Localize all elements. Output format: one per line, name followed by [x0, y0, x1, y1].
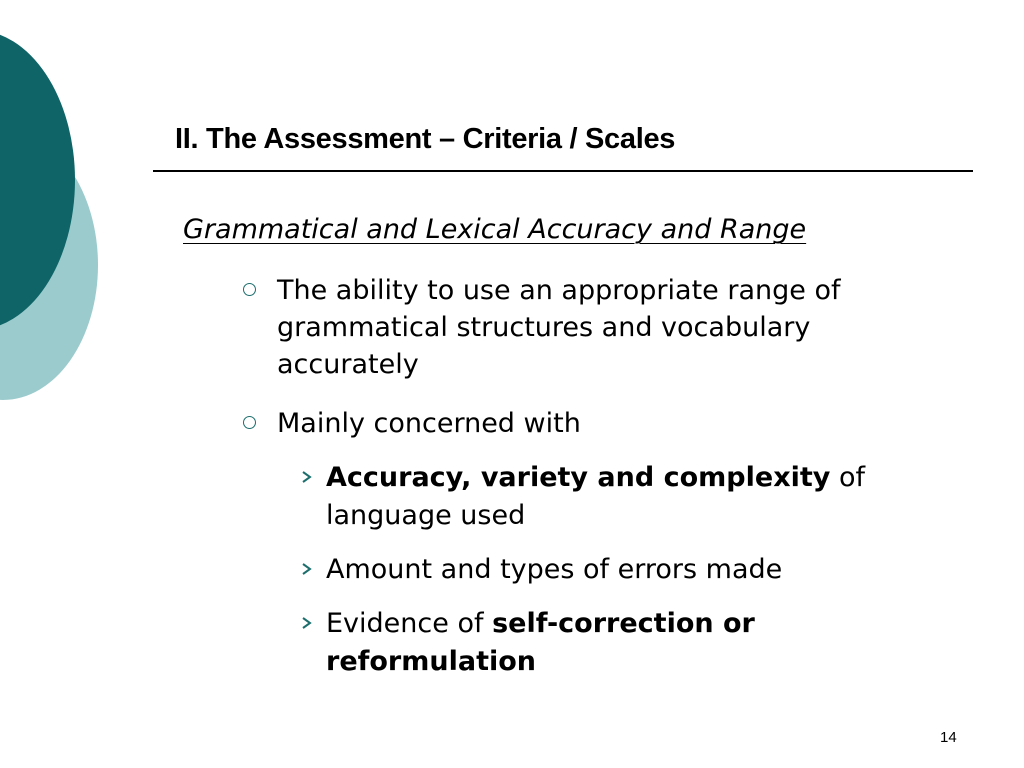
bullet-text: The ability to use an appropriate range of grammatical structures and vocabulary accurately [277, 275, 841, 380]
title-divider [153, 170, 973, 172]
bullet-item [243, 405, 943, 442]
slide-title: II. The Assessment – Criteria / Scales [175, 123, 676, 155]
arrowhead-bullet-icon [300, 468, 314, 486]
hollow-circle-bullet-icon [243, 416, 256, 429]
hollow-circle-bullet-icon [243, 283, 256, 296]
arrowhead-bullet-icon [300, 560, 314, 578]
sub-bullet-text [326, 459, 940, 535]
sub-bullet-bold-text: self-correction or reformulation [326, 608, 755, 677]
bullet-item [243, 272, 943, 383]
sub-bullet-bold-text: Accuracy, variety and complexity [326, 462, 831, 493]
page-number: 14 [940, 729, 957, 746]
sub-bullet-item [300, 459, 940, 535]
sub-bullet-text: Amount and types of errors made [326, 554, 783, 585]
slide-subtitle: Grammatical and Lexical Accuracy and Range [183, 214, 807, 245]
sub-bullet-text [326, 605, 940, 681]
arrowhead-bullet-icon [300, 614, 314, 632]
bullet-text: Mainly concerned with [277, 408, 581, 439]
sub-bullet-item [300, 605, 940, 681]
sub-bullet-rest-text: of language used [326, 462, 865, 531]
sub-bullet-item [300, 551, 940, 589]
sub-bullet-prefix-text: Evidence of [326, 608, 493, 639]
